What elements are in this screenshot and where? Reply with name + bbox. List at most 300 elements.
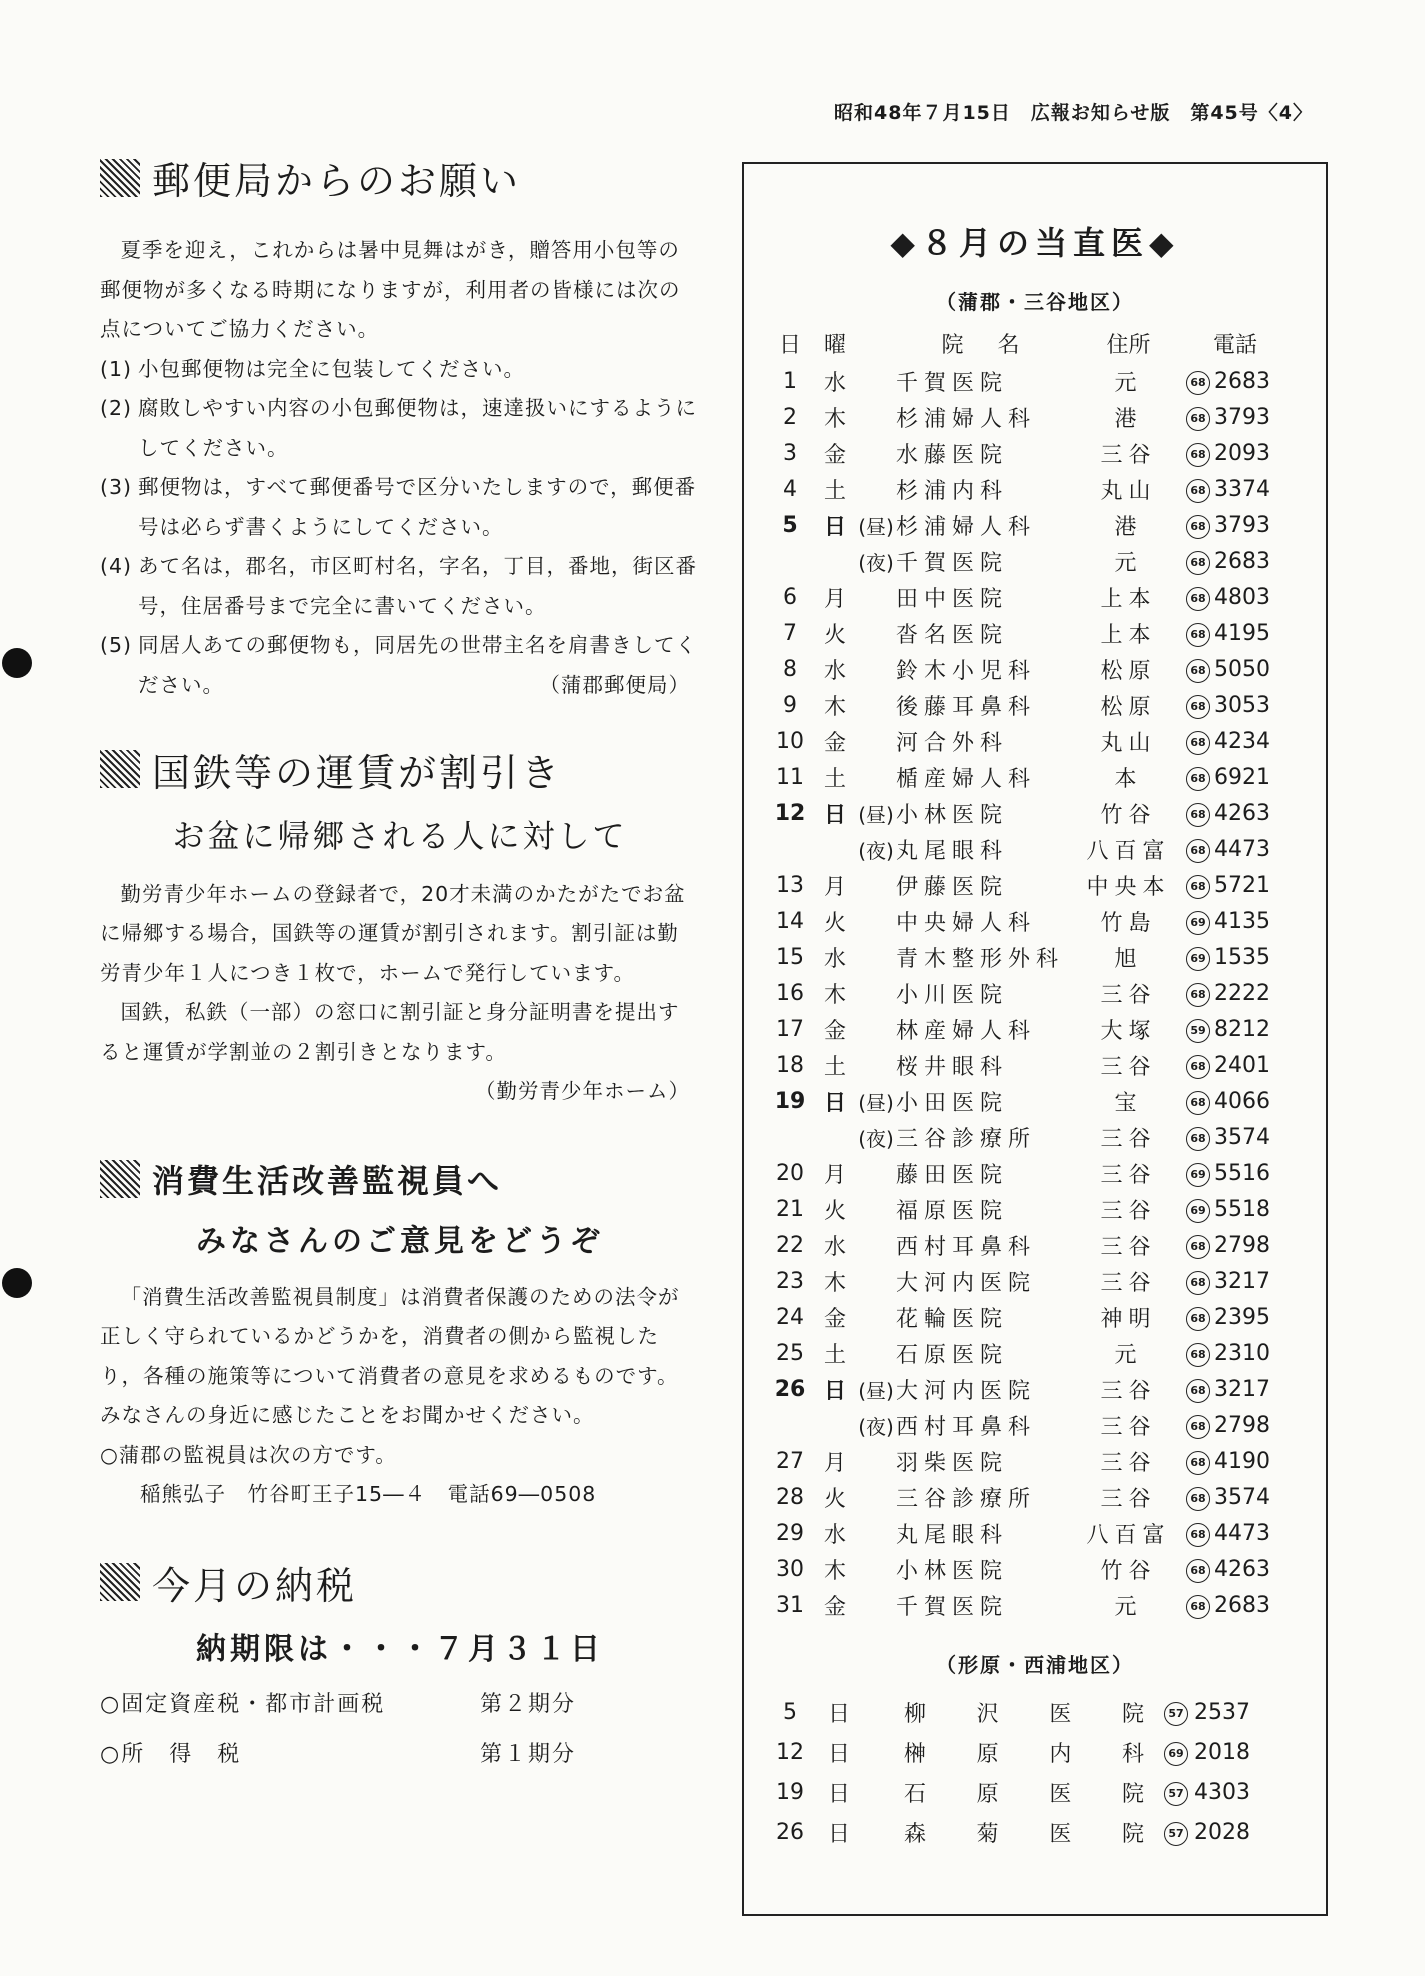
- phone-number: 3053: [1214, 692, 1270, 718]
- exchange-code-icon: 57: [1164, 1782, 1188, 1806]
- exchange-code-icon: 68: [1186, 371, 1210, 395]
- duty-weekday: 日: [823, 514, 846, 540]
- hospital-name-char: 医: [1049, 1781, 1072, 1807]
- phone-number: 3217: [1214, 1376, 1270, 1402]
- postal-item: [100, 468, 700, 547]
- fare-subtitle: お盆に帰郷される人に対して: [172, 816, 628, 855]
- duty-day: 30: [776, 1556, 804, 1582]
- phone-number: 6921: [1214, 764, 1270, 790]
- hospital-name-char: 森: [904, 1821, 927, 1847]
- postal-item-number: (4): [100, 554, 133, 578]
- exchange-code-icon: 68: [1186, 767, 1210, 791]
- hospital-name: 小林医院: [896, 802, 1009, 828]
- phone-number: 2683: [1214, 368, 1270, 394]
- duty-row: [766, 1227, 1326, 1263]
- tax-period: 第１期分: [480, 1741, 577, 1767]
- duty-row: [766, 1047, 1326, 1083]
- duty-row: [766, 1407, 1326, 1443]
- tax-row: [100, 1680, 700, 1730]
- hospital-name: 大河内医院: [896, 1378, 1037, 1404]
- duty-doctor-title: ◆８月の当直医◆: [890, 224, 1180, 262]
- phone-number: 2401: [1214, 1052, 1270, 1078]
- hospital-address: 元: [1114, 550, 1143, 576]
- hospital-name: 小田医院: [896, 1090, 1009, 1116]
- hospital-address: 三谷: [1100, 1450, 1157, 1476]
- consumer-title: 消費生活改善監視員へ: [100, 1156, 700, 1202]
- exchange-cell: [1186, 511, 1214, 539]
- hatch-icon: [100, 1160, 140, 1198]
- hospital-address: 竹島: [1100, 910, 1157, 936]
- duty-weekday: 日: [823, 1378, 846, 1404]
- phone-number: 4803: [1214, 584, 1270, 610]
- hospital-address: 三谷: [1100, 1126, 1157, 1152]
- hospital-name: 三谷診療所: [896, 1126, 1037, 1152]
- duty-weekday: 日: [827, 1701, 850, 1727]
- postal-item-text: 同居人あての郵便物も，同居先の世帯主名を肩書きしてください。: [138, 633, 697, 697]
- exchange-code-icon: 69: [1186, 911, 1210, 935]
- hospital-address: 三谷: [1100, 442, 1157, 468]
- exchange-cell: [1186, 943, 1214, 971]
- tax-name: ○所 得 税: [100, 1741, 242, 1767]
- duty-row: [766, 363, 1326, 399]
- duty-day: 21: [776, 1196, 804, 1222]
- phone-number: 2310: [1214, 1340, 1270, 1366]
- exchange-code-icon: 68: [1186, 1091, 1210, 1115]
- hospital-name: 青木整形外科: [896, 946, 1065, 972]
- exchange-cell: [1164, 1818, 1194, 1846]
- tax-row: [100, 1730, 700, 1780]
- hatch-icon: [100, 159, 140, 197]
- hospital-address: 神明: [1100, 1306, 1157, 1332]
- postal-source: （蒲郡郵便局）: [539, 673, 690, 697]
- postal-item-number: (2): [100, 396, 133, 420]
- postal-item-text: 小包郵便物は完全に包装してください。: [138, 356, 525, 381]
- hospital-address: 港: [1114, 514, 1143, 540]
- hospital-name: 千賀医院: [896, 370, 1009, 396]
- exchange-cell: [1186, 403, 1214, 431]
- fare-section: [100, 742, 700, 1112]
- hospital-name: 林産婦人科: [896, 1018, 1037, 1044]
- postal-intro: 夏季を迎え，これからは暑中見舞はがき，贈答用小包等の郵便物が多くなる時期になりますが，利用者の皆様には次の点についてご協力ください。: [100, 238, 681, 341]
- duty-day: 26: [774, 1376, 806, 1402]
- exchange-cell: [1186, 1411, 1214, 1439]
- duty-shift: (夜): [858, 1414, 894, 1439]
- hospital-address: 上本: [1100, 622, 1157, 648]
- phone-number: 2798: [1214, 1232, 1270, 1258]
- hospital-name: 鈴木小児科: [896, 658, 1037, 684]
- exchange-cell: [1186, 1591, 1214, 1619]
- duty-row: [766, 507, 1326, 543]
- phone-number: 4190: [1214, 1448, 1270, 1474]
- phone-number: 1535: [1214, 944, 1270, 970]
- exchange-cell: [1186, 1447, 1214, 1475]
- consumer-subtitle: みなさんのご意見をどうぞ: [196, 1223, 604, 1259]
- page-header: 昭和48年７月15日 広報お知らせ版 第45号〈4〉: [834, 102, 1313, 124]
- postal-item-number: (3): [100, 475, 133, 499]
- duty-weekday: 日: [823, 802, 846, 828]
- duty-row: [766, 1479, 1326, 1515]
- duty-table-header: 日 曜 院 名 住所 電話: [778, 332, 1257, 358]
- hospital-address: 竹谷: [1100, 802, 1157, 828]
- duty-row: [766, 759, 1326, 795]
- postal-section: [100, 150, 700, 706]
- hospital-name-char: 医: [1049, 1701, 1072, 1727]
- duty-weekday: 木: [823, 982, 846, 1008]
- exchange-cell: [1164, 1698, 1194, 1726]
- exchange-cell: [1186, 1303, 1214, 1331]
- hospital-name: 千賀医院: [896, 550, 1009, 576]
- duty-shift: (夜): [858, 550, 894, 575]
- hospital-name: 小林医院: [896, 1558, 1009, 1584]
- duty-row: [766, 1191, 1326, 1227]
- duty-weekday: 水: [823, 658, 846, 684]
- exchange-code-icon: 68: [1186, 1487, 1210, 1511]
- phone-number: 4473: [1214, 1520, 1270, 1546]
- exchange-code-icon: 68: [1186, 515, 1210, 539]
- hospital-name: [864, 1697, 1164, 1728]
- exchange-cell: [1186, 439, 1214, 467]
- hospital-address: 三谷: [1100, 1054, 1157, 1080]
- duty-weekday: 水: [823, 1234, 846, 1260]
- duty-table-2: [766, 1692, 1326, 1852]
- hospital-name-char: 院: [1121, 1781, 1144, 1807]
- punch-hole-mark: [2, 1268, 32, 1298]
- duty-row: [766, 795, 1326, 831]
- duty-weekday: 月: [823, 1450, 846, 1476]
- duty-shift: (夜): [858, 1126, 894, 1151]
- exchange-code-icon: 68: [1186, 443, 1210, 467]
- hospital-address: 宝: [1114, 1090, 1143, 1116]
- duty-weekday: 日: [823, 1090, 846, 1116]
- duty-day: 13: [776, 872, 804, 898]
- exchange-cell: [1186, 799, 1214, 827]
- exchange-cell: [1186, 1519, 1214, 1547]
- duty-weekday: 木: [823, 694, 846, 720]
- phone-number: 2028: [1194, 1819, 1250, 1845]
- postal-item-text: 腐敗しやすい内容の小包郵便物は，速達扱いにするようにしてください。: [138, 396, 697, 460]
- duty-day: 24: [776, 1304, 804, 1330]
- exchange-code-icon: 69: [1186, 947, 1210, 971]
- exchange-cell: [1186, 691, 1214, 719]
- phone-number: 4066: [1214, 1088, 1270, 1114]
- area-katahara-nishiura: （形原・西浦地区）: [936, 1653, 1134, 1677]
- hospital-name: 丸尾眼科: [896, 838, 1009, 864]
- hospital-name: 西村耳鼻科: [896, 1414, 1037, 1440]
- duty-weekday: 土: [823, 1054, 846, 1080]
- exchange-code-icon: 68: [1186, 1523, 1210, 1547]
- duty-weekday: 金: [823, 730, 846, 756]
- hospital-name: 桜井眼科: [896, 1054, 1009, 1080]
- exchange-cell: [1186, 1123, 1214, 1151]
- duty-row: [766, 435, 1326, 471]
- exchange-code-icon: 68: [1186, 551, 1210, 575]
- duty-row: [766, 1443, 1326, 1479]
- duty-day: 19: [776, 1779, 804, 1805]
- hospital-name: [864, 1817, 1164, 1848]
- hospital-address: 元: [1114, 1342, 1143, 1368]
- duty-day: 6: [783, 584, 797, 610]
- duty-weekday: 月: [823, 1162, 846, 1188]
- phone-number: 2683: [1214, 1592, 1270, 1618]
- hospital-address: 三谷: [1100, 1198, 1157, 1224]
- area-kamagori-miya: （蒲郡・三谷地区）: [936, 290, 1134, 314]
- duty-weekday: 木: [823, 1558, 846, 1584]
- hospital-name: [864, 1777, 1164, 1808]
- exchange-code-icon: 68: [1186, 1307, 1210, 1331]
- exchange-cell: [1186, 727, 1214, 755]
- hospital-name: 中央婦人科: [896, 910, 1037, 936]
- duty-row: [766, 687, 1326, 723]
- tax-name: ○固定資産税・都市計画税: [100, 1691, 386, 1717]
- exchange-code-icon: 68: [1186, 1235, 1210, 1259]
- hospital-name-char: 菊: [976, 1821, 999, 1847]
- hatch-icon: [100, 1563, 140, 1601]
- postal-item-text: あて名は，郡名，市区町村名，字名，丁目，番地，街区番号，住居番号まで完全に書いてください。: [138, 554, 697, 618]
- exchange-cell: [1186, 907, 1214, 935]
- duty-table-1: [766, 323, 1326, 1623]
- phone-number: 4195: [1214, 620, 1270, 646]
- duty-row: [766, 1515, 1326, 1551]
- exchange-code-icon: 68: [1186, 659, 1210, 683]
- duty-weekday: 木: [823, 406, 846, 432]
- hospital-address: 本: [1114, 766, 1143, 792]
- hospital-name: 藤田医院: [896, 1162, 1009, 1188]
- duty-day: 10: [776, 728, 804, 754]
- hospital-address: 三谷: [1100, 1162, 1157, 1188]
- duty-row: [766, 939, 1326, 975]
- phone-number: 3374: [1214, 476, 1270, 502]
- hospital-name: 石原医院: [896, 1342, 1009, 1368]
- duty-day: 28: [776, 1484, 804, 1510]
- hospital-address: 大塚: [1100, 1018, 1157, 1044]
- duty-shift: (夜): [858, 838, 894, 863]
- duty-day: 29: [776, 1520, 804, 1546]
- hospital-name-char: 榊: [904, 1741, 927, 1767]
- hospital-address: 元: [1114, 370, 1143, 396]
- exchange-code-icon: 57: [1164, 1822, 1188, 1846]
- hatch-icon: [100, 750, 140, 788]
- exchange-code-icon: 68: [1186, 407, 1210, 431]
- duty-row: [766, 1587, 1326, 1623]
- exchange-cell: [1164, 1738, 1194, 1766]
- exchange-cell: [1186, 1339, 1214, 1367]
- exchange-code-icon: 68: [1186, 1127, 1210, 1151]
- duty-day: 12: [776, 1739, 804, 1765]
- duty-day: 19: [774, 1088, 806, 1114]
- duty-table-rows: [766, 363, 1326, 1623]
- duty-weekday: 火: [823, 1486, 846, 1512]
- duty-day: 17: [776, 1016, 804, 1042]
- fare-paragraph-1: 勤労青少年ホームの登録者で，20才未満のかたがたでお盆に帰郷する場合，国鉄等の運賃が割引されます。割引証は勤労青少年１人につき１枚で，ホームで発行しています。: [100, 881, 686, 985]
- phone-number: 2018: [1194, 1739, 1250, 1765]
- duty-day: 1: [783, 368, 797, 394]
- hospital-name-char: 内: [1049, 1741, 1072, 1767]
- postal-title: 郵便局からのお願い: [100, 150, 700, 205]
- duty-day: 4: [783, 476, 797, 502]
- duty-row: [766, 651, 1326, 687]
- exchange-cell: [1186, 1195, 1214, 1223]
- phone-number: 5518: [1214, 1196, 1270, 1222]
- duty-day: 18: [776, 1052, 804, 1078]
- exchange-cell: [1186, 583, 1214, 611]
- hospital-name-char: 石: [904, 1781, 927, 1807]
- exchange-cell: [1186, 835, 1214, 863]
- tax-period: 第２期分: [480, 1691, 577, 1717]
- exchange-cell: [1164, 1778, 1194, 1806]
- exchange-code-icon: 68: [1186, 1343, 1210, 1367]
- duty-weekday: 金: [823, 1306, 846, 1332]
- exchange-cell: [1186, 763, 1214, 791]
- duty-weekday: 火: [823, 1198, 846, 1224]
- hospital-address: 八百富: [1086, 838, 1171, 864]
- phone-number: 2798: [1214, 1412, 1270, 1438]
- phone-number: 4135: [1214, 908, 1270, 934]
- duty-weekday: 月: [823, 874, 846, 900]
- hospital-address: 元: [1114, 1594, 1143, 1620]
- hospital-name: 伊藤医院: [896, 874, 1009, 900]
- consumer-paragraph-2: みなさんの身近に感じたことをお聞かせください。: [100, 1403, 595, 1427]
- phone-number: 5050: [1214, 656, 1270, 682]
- exchange-cell: [1186, 619, 1214, 647]
- duty-weekday: 水: [823, 946, 846, 972]
- phone-number: 5721: [1214, 872, 1270, 898]
- duty-day: 14: [776, 908, 804, 934]
- phone-number: 3574: [1214, 1484, 1270, 1510]
- duty-day: 5: [782, 512, 798, 538]
- duty-row: [766, 1551, 1326, 1587]
- duty-weekday: 日: [827, 1781, 850, 1807]
- exchange-cell: [1186, 367, 1214, 395]
- exchange-cell: [1186, 1375, 1214, 1403]
- duty-weekday: 火: [823, 910, 846, 936]
- hospital-address: 三谷: [1100, 1270, 1157, 1296]
- postal-item: [100, 547, 700, 626]
- hospital-address: 港: [1114, 406, 1143, 432]
- exchange-cell: [1186, 1231, 1214, 1259]
- exchange-cell: [1186, 1051, 1214, 1079]
- exchange-code-icon: 68: [1186, 1451, 1210, 1475]
- consumer-section: [100, 1156, 700, 1515]
- hospital-name: 大河内医院: [896, 1270, 1037, 1296]
- phone-number: 3574: [1214, 1124, 1270, 1150]
- hospital-address: 三谷: [1100, 982, 1157, 1008]
- duty-day: 9: [783, 692, 797, 718]
- hospital-name-char: 医: [1049, 1821, 1072, 1847]
- hospital-name-char: 院: [1121, 1701, 1144, 1727]
- hospital-address: 丸山: [1100, 730, 1157, 756]
- phone-number: 4263: [1214, 800, 1270, 826]
- duty-day: 15: [776, 944, 804, 970]
- duty-weekday: 火: [823, 622, 846, 648]
- duty-row: [766, 1083, 1326, 1119]
- duty-shift: (昼): [858, 1378, 894, 1403]
- duty-day: 26: [776, 1819, 804, 1845]
- hospital-name: 西村耳鼻科: [896, 1234, 1037, 1260]
- duty-weekday: 水: [823, 370, 846, 396]
- hospital-address: 松原: [1100, 658, 1157, 684]
- duty-row: [766, 1011, 1326, 1047]
- exchange-cell: [1186, 1267, 1214, 1295]
- phone-number: 8212: [1214, 1016, 1270, 1042]
- duty-day: 11: [776, 764, 804, 790]
- hospital-name-char: 原: [976, 1781, 999, 1807]
- hospital-name: 丸尾眼科: [896, 1522, 1009, 1548]
- exchange-cell: [1186, 1555, 1214, 1583]
- duty-row: [766, 1335, 1326, 1371]
- hospital-name-char: 柳: [904, 1701, 927, 1727]
- exchange-code-icon: 68: [1186, 1415, 1210, 1439]
- exchange-cell: [1186, 1087, 1214, 1115]
- exchange-cell: [1186, 547, 1214, 575]
- duty-row: [766, 1371, 1326, 1407]
- duty-row: [766, 471, 1326, 507]
- hospital-name: 千賀医院: [896, 1594, 1009, 1620]
- hospital-address: 三谷: [1100, 1486, 1157, 1512]
- duty-day: 8: [783, 656, 797, 682]
- hospital-name: [864, 1737, 1164, 1768]
- exchange-cell: [1186, 475, 1214, 503]
- duty-day: 16: [776, 980, 804, 1006]
- duty-row: [766, 615, 1326, 651]
- phone-number: 3793: [1214, 404, 1270, 430]
- hospital-name: 楯産婦人科: [896, 766, 1037, 792]
- phone-number: 2222: [1214, 980, 1270, 1006]
- hospital-name-char: 沢: [976, 1701, 999, 1727]
- consumer-paragraph-3: ○蒲郡の監視員は次の方です。: [100, 1442, 397, 1467]
- duty-row: [766, 903, 1326, 939]
- exchange-cell: [1186, 979, 1214, 1007]
- consumer-paragraph-1: 「消費生活改善監視員制度」は消費者保護のための法令が正しく守られているかどうかを，消費者の側から監視したり，各種の施策等について消費者の意見を求めるものです。: [100, 1284, 680, 1388]
- phone-number: 2537: [1194, 1699, 1250, 1725]
- duty-day: 3: [783, 440, 797, 466]
- hospital-address: 中央本: [1086, 874, 1171, 900]
- exchange-code-icon: 68: [1186, 731, 1210, 755]
- duty-shift: (昼): [858, 802, 894, 827]
- exchange-code-icon: 69: [1186, 1163, 1210, 1187]
- fare-source: （勤労青少年ホーム）: [475, 1079, 690, 1103]
- hospital-name: 福原医院: [896, 1198, 1009, 1224]
- hospital-address: 三谷: [1100, 1414, 1157, 1440]
- duty-weekday: 土: [823, 766, 846, 792]
- tax-rows: [100, 1680, 700, 1780]
- exchange-code-icon: 68: [1186, 1379, 1210, 1403]
- exchange-code-icon: 68: [1186, 587, 1210, 611]
- exchange-cell: [1186, 1015, 1214, 1043]
- postal-items: [100, 350, 700, 706]
- tax-section: [100, 1555, 700, 1780]
- duty-row: [766, 1119, 1326, 1155]
- phone-number: 4263: [1214, 1556, 1270, 1582]
- duty-weekday: 月: [823, 586, 846, 612]
- duty-row: [766, 867, 1326, 903]
- duty-weekday: 水: [823, 1522, 846, 1548]
- duty-day: 22: [776, 1232, 804, 1258]
- postal-item-number: (5): [100, 633, 133, 657]
- phone-number: 2093: [1214, 440, 1270, 466]
- exchange-code-icon: 69: [1164, 1742, 1188, 1766]
- duty-row: [766, 399, 1326, 435]
- duty-doctor-panel: [742, 162, 1328, 1916]
- duty-weekday: 金: [823, 1594, 846, 1620]
- exchange-code-icon: 59: [1186, 1019, 1210, 1043]
- hospital-name: 杉浦婦人科: [896, 514, 1037, 540]
- hospital-name: 河合外科: [896, 730, 1009, 756]
- exchange-code-icon: 68: [1186, 479, 1210, 503]
- hospital-address: 旭: [1114, 946, 1143, 972]
- postal-item-text: 郵便物は，すべて郵便番号で区分いたしますので，郵便番号は必らず書くようにしてください。: [138, 475, 697, 539]
- duty-weekday: 土: [823, 478, 846, 504]
- exchange-cell: [1186, 655, 1214, 683]
